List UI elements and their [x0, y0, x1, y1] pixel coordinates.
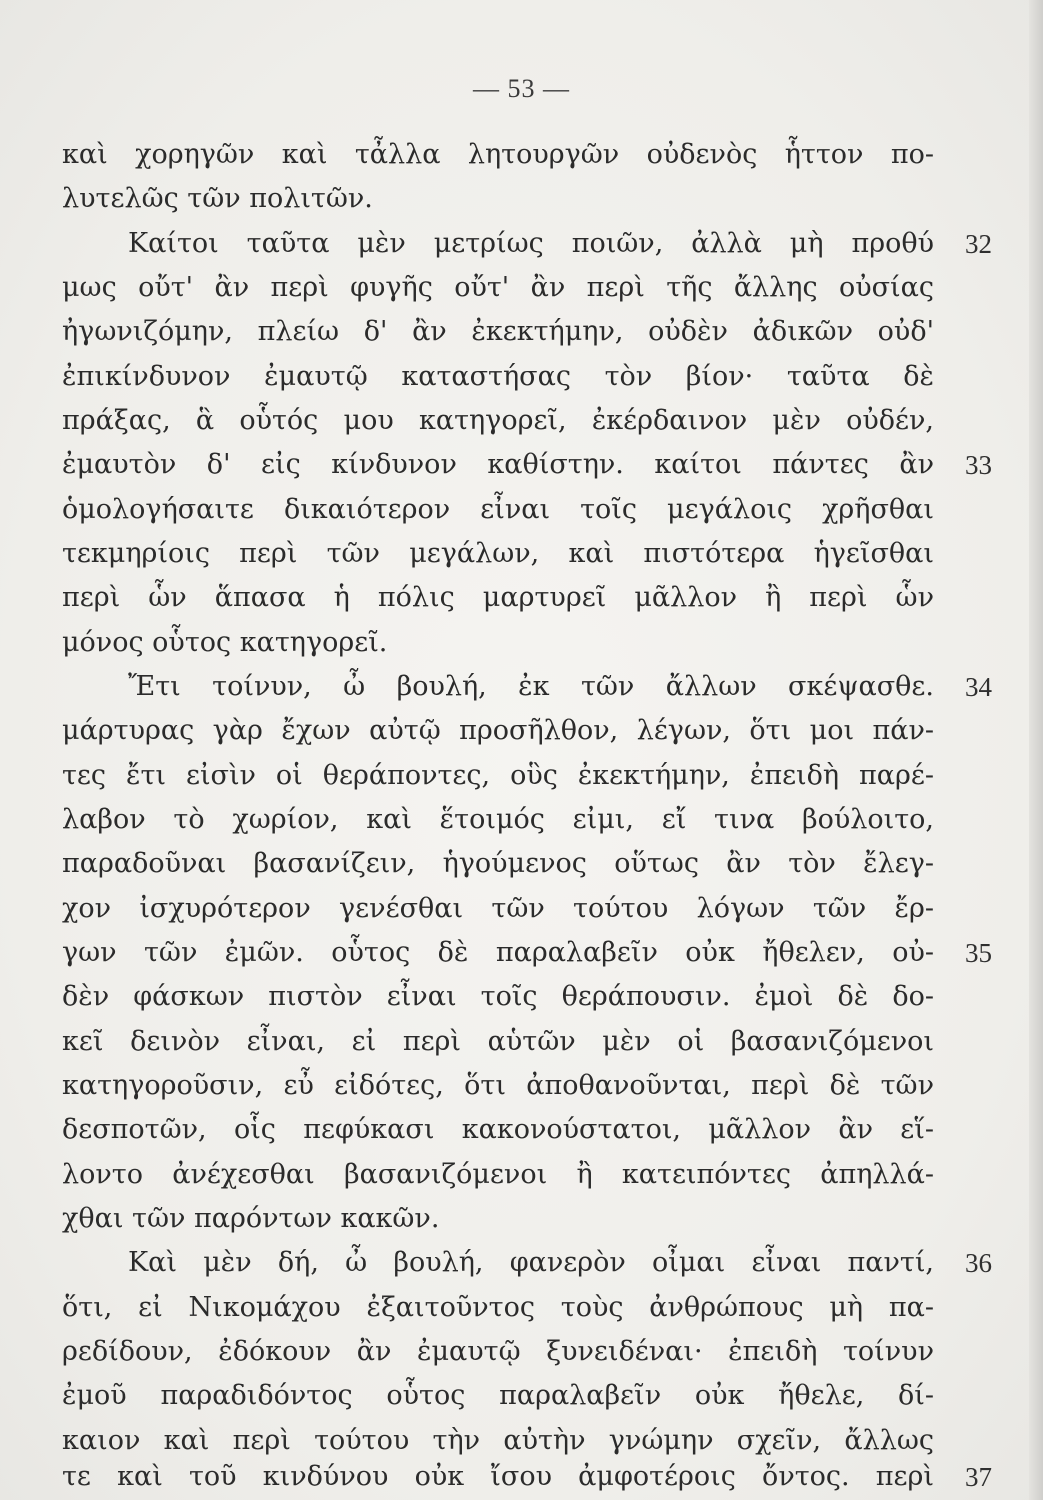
section-number: 37 — [965, 1462, 992, 1492]
text-line: κεῖ δεινὸν εἶναι, εἰ περὶ αὑτῶν μὲν οἱ βασανιζόμενοι — [62, 1026, 934, 1057]
text-line: δὲν φάσκων πιστὸν εἶναι τοῖς θεράπουσιν. ἐμοὶ δὲ δο- — [62, 981, 934, 1012]
text-line: ἐμοῦ παραδιδόντος οὗτος παραλαβεῖν οὐκ ἤθελε, δί- — [62, 1380, 934, 1411]
text-line: ρεδίδουν, ἐδόκουν ἂν ἐμαυτῷ ξυνειδέναι· ἐπειδὴ τοίνυν — [62, 1336, 934, 1367]
section-number: 34 — [965, 672, 992, 702]
text-line: λαβον τὸ χωρίον, καὶ ἕτοιμός εἰμι, εἴ τινα βούλοιτο, — [62, 804, 934, 835]
section-number: 32 — [965, 229, 992, 259]
text-line: ἐμαυτὸν δ' εἰς κίνδυνον καθίστην. καίτοι πάντες ἂν — [62, 449, 934, 480]
text-line: τεκμηρίοις περὶ τῶν μεγάλων, καὶ πιστότερα ἡγεῖσθαι — [62, 538, 934, 569]
text-line: τες ἔτι εἰσὶν οἱ θεράποντες, οὓς ἐκεκτήμην, ἐπειδὴ παρέ- — [62, 760, 934, 791]
page-number-header: — 53 — — [473, 74, 570, 103]
text-line: Ἔτι τοίνυν, ὦ βουλή, ἐκ τῶν ἄλλων σκέψασθε. — [128, 671, 934, 702]
text-line: γων τῶν ἐμῶν. οὗτος δὲ παραλαβεῖν οὐκ ἤθελεν, οὐ- — [62, 937, 934, 968]
text-line: ἐπικίνδυνον ἐμαυτῷ καταστήσας τὸν βίον· ταῦτα δὲ — [62, 361, 934, 392]
text-line: περὶ ὧν ἅπασα ἡ πόλις μαρτυρεῖ μᾶλλον ἢ περὶ ὧν — [62, 582, 934, 613]
text-line: μάρτυρας γὰρ ἔχων αὐτῷ προσῆλθον, λέγων, ὅτι μοι πάν- — [62, 715, 934, 746]
text-line: λοντο ἀνέχεσθαι βασανιζόμενοι ἢ κατειπόντες ἀπηλλά- — [62, 1159, 934, 1190]
text-line: τε καὶ τοῦ κινδύνου οὐκ ἴσου ἀμφοτέροις ὄντος. περὶ — [62, 1461, 934, 1492]
text-line: ὁμολογήσαιτε δικαιότερον εἶναι τοῖς μεγάλοις χρῆσθαι — [62, 494, 934, 525]
section-number: 36 — [965, 1248, 992, 1278]
text-line: παραδοῦναι βασανίζειν, ἡγούμενος οὕτως ἂν τὸν ἔλεγ- — [62, 848, 934, 879]
page-edge — [1029, 0, 1043, 1500]
text-line: κατηγοροῦσιν, εὖ εἰδότες, ὅτι ἀποθανοῦνται, περὶ δὲ τῶν — [62, 1070, 934, 1101]
text-line: ὅτι, εἰ Νικομάχου ἐξαιτοῦντος τοὺς ἀνθρώπους μὴ πα- — [62, 1292, 934, 1323]
text-line: πράξας, ἃ οὗτός μου κατηγορεῖ, ἐκέρδαινον μὲν οὐδέν, — [62, 405, 934, 436]
text-line: χον ἰσχυρότερον γενέσθαι τῶν τούτου λόγων τῶν ἔρ- — [62, 893, 934, 924]
text-line: χθαι τῶν παρόντων κακῶν. — [62, 1203, 440, 1234]
text-line: μόνος οὗτος κατηγορεῖ. — [62, 627, 388, 658]
section-number: 33 — [965, 450, 992, 480]
section-number: 35 — [965, 938, 992, 968]
text-line: καὶ χορηγῶν καὶ τἆλλα λητουργῶν οὐδενὸς ἧττον πο- — [62, 139, 934, 170]
text-line: Καὶ μὲν δή, ὦ βουλή, φανερὸν οἶμαι εἶναι παντί, — [128, 1247, 934, 1278]
text-line: καιον καὶ περὶ τούτου τὴν αὐτὴν γνώμην σχεῖν, ἄλλως — [62, 1425, 934, 1456]
text-line: λυτελῶς τῶν πολιτῶν. — [62, 183, 373, 214]
text-line: ἠγωνιζόμην, πλείω δ' ἂν ἐκεκτήμην, οὐδὲν ἀδικῶν οὐδ' — [62, 316, 934, 347]
text-line: Καίτοι ταῦτα μὲν μετρίως ποιῶν, ἀλλὰ μὴ προθύ — [128, 228, 934, 259]
text-line: δεσποτῶν, οἷς πεφύκασι κακονούστατοι, μᾶλλον ἂν εἵ- — [62, 1114, 934, 1145]
text-line: μως οὔτ' ἂν περὶ φυγῆς οὔτ' ἂν περὶ τῆς ἄλλης οὐσίας — [62, 272, 934, 303]
